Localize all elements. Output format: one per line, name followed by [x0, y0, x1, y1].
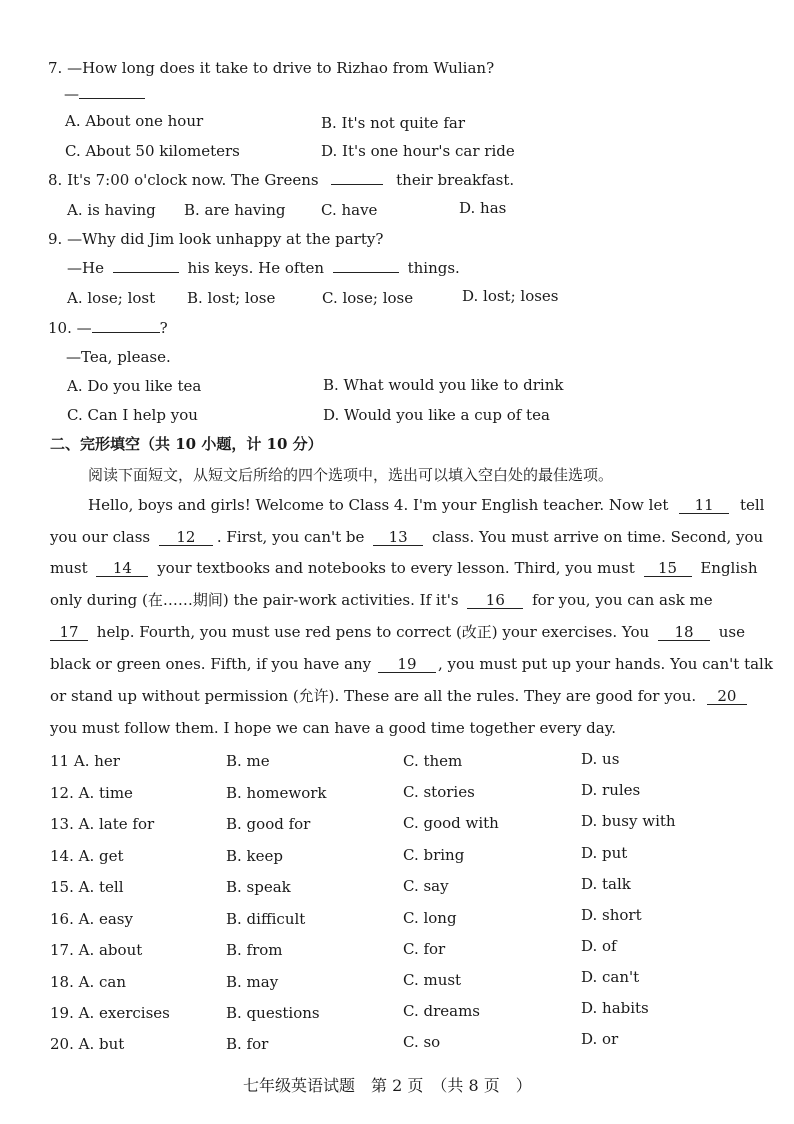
q10-blank [92, 332, 160, 333]
choice-11-c: C. them [403, 752, 463, 770]
choice-11-d: D. us [581, 750, 620, 768]
q10-option-a: A. Do you like tea [67, 377, 202, 395]
passage-l4-b: for you, you can ask me [532, 591, 713, 609]
q10-option-b: B. What would you like to drink [323, 376, 564, 394]
choice-11-a: 11 A. her [50, 752, 120, 770]
choice-13-d: D. busy with [581, 812, 676, 830]
q7-stem: 7. —How long does it take to drive to Rizhao from Wulian? [48, 59, 495, 77]
passage-line-7 [50, 686, 747, 706]
choice-16-b: B. difficult [226, 910, 306, 928]
section2-instruction: 阅读下面短文，从短文后所给的四个选项中，选出可以填入空白处的最佳选项。 [88, 466, 614, 484]
q8-stem [48, 170, 514, 190]
choice-18-d: D. can't [581, 968, 640, 986]
blank-13: 13 [373, 529, 423, 546]
choice-18-b: B. may [226, 973, 279, 991]
q8-option-a: A. is having [67, 201, 156, 219]
choice-20-c: C. so [403, 1033, 441, 1051]
q7-option-d: D. It's one hour's car ride [321, 142, 515, 160]
choice-15-b: B. speak [226, 878, 291, 896]
choice-14-a: 14. A. get [50, 847, 124, 865]
q10-stem-prefix: 10. — [48, 319, 92, 337]
choice-14-d: D. put [581, 844, 628, 862]
passage-l2-a: you our class [50, 528, 151, 546]
passage-l6-a: black or green ones. Fifth, if you have any [50, 655, 372, 673]
passage-l1-a: Hello, boys and girls! Welcome to Class 4. I'm your English teacher. Now let [88, 496, 669, 514]
passage-l2-b: . First, you can't be [216, 528, 365, 546]
q9-line2 [67, 258, 460, 278]
q9-option-c: C. lose; lose [322, 289, 414, 307]
passage-l3-a: must [50, 559, 88, 577]
q8-option-c: C. have [321, 201, 378, 219]
passage-line-1 [88, 495, 764, 515]
q10-stem-suffix: ? [159, 319, 168, 337]
passage-line-8: you must follow them. I hope we can have a good time together every day. [50, 719, 616, 737]
choice-19-c: C. dreams [403, 1002, 480, 1020]
passage-l3-c: English [700, 559, 758, 577]
q8-option-d: D. has [459, 199, 507, 217]
blank-14: 14 [96, 560, 148, 577]
q7-option-c: C. About 50 kilometers [65, 142, 240, 160]
choice-17-c: C. for [403, 940, 446, 958]
choice-17-a: 17. A. about [50, 941, 143, 959]
q9-line2-b: his keys. He often [187, 259, 325, 277]
passage-l5-b: use [718, 623, 746, 641]
passage-l6-b: , you must put up your hands. You can't talk [437, 655, 773, 673]
q7-option-b: B. It's not quite far [321, 114, 465, 132]
section2-heading: 二、完形填空（共 10 小题，计 10 分） [50, 435, 323, 453]
blank-17: 17 [50, 624, 88, 641]
passage-line-3 [50, 558, 758, 578]
blank-19: 19 [378, 656, 436, 673]
q7-blank [79, 98, 145, 99]
q7-answer-line [64, 84, 145, 104]
q8-stem-before: 8. It's 7:00 o'clock now. The Greens [48, 171, 319, 189]
passage-line-4 [50, 590, 713, 610]
q9-option-a: A. lose; lost [67, 289, 156, 307]
blank-15: 15 [644, 560, 692, 577]
passage-line-6 [50, 654, 773, 674]
choice-12-b: B. homework [226, 784, 327, 802]
blank-12: 12 [159, 529, 213, 546]
choice-16-c: C. long [403, 909, 457, 927]
passage-l3-b: your textbooks and notebooks to every lesson. Third, you must [157, 559, 635, 577]
q10-reply: —Tea, please. [66, 348, 171, 366]
choice-18-c: C. must [403, 971, 462, 989]
q9-option-b: B. lost; lose [187, 289, 276, 307]
choice-12-a: 12. A. time [50, 784, 133, 802]
choice-14-b: B. keep [226, 847, 284, 865]
passage-l5-a: help. Fourth, you must use red pens to correct (改正) your exercises. You [96, 623, 650, 641]
q9-blank-2 [333, 272, 399, 273]
choice-18-a: 18. A. can [50, 973, 126, 991]
choice-15-c: C. say [403, 877, 449, 895]
blank-18: 18 [658, 624, 710, 641]
choice-19-a: 19. A. exercises [50, 1004, 170, 1022]
choice-17-d: D. of [581, 937, 617, 955]
blank-11: 11 [679, 497, 729, 514]
choice-20-b: B. for [226, 1035, 269, 1053]
choice-19-b: B. questions [226, 1004, 320, 1022]
q8-option-b: B. are having [184, 201, 286, 219]
choice-15-a: 15. A. tell [50, 878, 124, 896]
passage-l2-c: class. You must arrive on time. Second, you [431, 528, 764, 546]
choice-19-d: D. habits [581, 999, 649, 1017]
q9-line2-c: things. [407, 259, 460, 277]
choice-16-d: D. short [581, 906, 642, 924]
choice-20-a: 20. A. but [50, 1035, 125, 1053]
q9-option-d: D. lost; loses [462, 287, 559, 305]
choice-20-d: D. or [581, 1030, 619, 1048]
q10-stem [48, 318, 168, 338]
choice-12-c: C. stories [403, 783, 475, 801]
q7-dash: — [64, 85, 79, 103]
q9-line2-a: —He [67, 259, 104, 277]
passage-l7-a: or stand up without permission (允许). These are all the rules. They are good for you. [50, 687, 697, 705]
choice-12-d: D. rules [581, 781, 641, 799]
passage-line-2 [50, 527, 763, 547]
choice-13-a: 13. A. late for [50, 815, 155, 833]
choice-17-b: B. from [226, 941, 283, 959]
q9-blank-1 [113, 272, 179, 273]
blank-20: 20 [707, 688, 747, 705]
q10-option-d: D. Would you like a cup of tea [323, 406, 550, 424]
q8-stem-after: their breakfast. [396, 171, 515, 189]
q7-option-a: A. About one hour [65, 112, 204, 130]
q8-blank [331, 184, 383, 185]
blank-16: 16 [467, 592, 523, 609]
choice-14-c: C. bring [403, 846, 465, 864]
passage-l4-a: only during (在……期间) the pair-work activities. If it's [50, 591, 459, 609]
page-footer: 七年级英语试题 第 2 页 （共 8 页 ） [243, 1076, 532, 1095]
q9-stem: 9. —Why did Jim look unhappy at the party? [48, 230, 384, 248]
choice-13-b: B. good for [226, 815, 311, 833]
choice-16-a: 16. A. easy [50, 910, 133, 928]
passage-l1-b: tell [739, 496, 765, 514]
choice-13-c: C. good with [403, 814, 499, 832]
q10-option-c: C. Can I help you [67, 406, 198, 424]
choice-15-d: D. talk [581, 875, 631, 893]
choice-11-b: B. me [226, 752, 270, 770]
passage-line-5 [50, 622, 745, 642]
